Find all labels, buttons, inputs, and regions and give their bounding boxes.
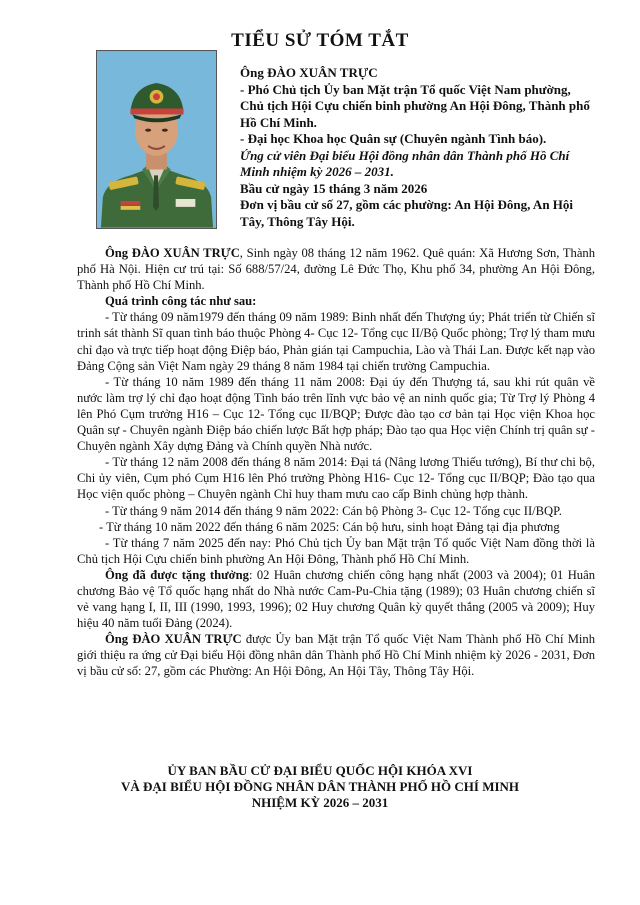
candidate-education: - Đại học Khoa học Quân sự (Chuyên ngành Tình báo). [240,131,547,146]
intro-name: Ông ĐÀO XUÂN TRỰC [105,246,240,260]
career-item: - Từ tháng 09 năm1979 đến tháng 09 năm 1989: Binh nhất đến Thượng úy; Phát triển từ Chiến sĩ trinh sát thành Sĩ quan tình báo thuộc Phòng 4- Cục 12- Tổng cục II/Bộ Quốc phòng; Trợ lý tham mưu chỉ đạo và trực tiếp hoạt động Điệp báo, Phản gián tại Campuchia, Lào và Thái Lan. Được kết nạp vào Đảng Cộng sản Việt Nam ngày 29 tháng 8 năm 1984 tại chiến trường Campuchia. [77,310,595,373]
nomination-text: được Ủy ban Mặt trận Tổ quốc Việt Nam Thành phố Hồ Chí Minh giới thiệu ra ứng cử Đại biểu Hội đồng nhân dân Thành phố Hồ Chí Minh nhiệm kỳ 2026 - 2031, Đơn vị bầu cử số: 27, gồm các Phường: An Hội Đông, An Hội Tây, Thông Tây Hội. [77,632,595,679]
footer-line: NHIỆM KỲ 2026 – 2031 [251,795,389,810]
footer-line: ỦY BAN BẦU CỬ ĐẠI BIỂU QUỐC HỘI KHÓA XVI [167,763,473,778]
portrait-photo [96,50,217,229]
awards-label: Ông đã được tặng thưởng [105,567,249,582]
candidate-position: - Phó Chủ tịch Ủy ban Mặt trận Tổ quốc Việt Nam phường, Chủ tịch Hội Cựu chiến binh phường An Hội Đông, Thành phố Hồ Chí Minh. [240,81,590,130]
career-item: - Từ tháng 10 năm 1989 đến tháng 11 năm 2008: Đại úy đến Thượng tá, sau khi rút quân về nước làm trợ lý chỉ đạo hoạt động Tình báo trên lĩnh vực bảo vệ an ninh quốc gia; Từ Trợ lý Phòng 4 lên Phó Cụm trưởng H16 – Cục 12- Tổng cục II/BQP; Được đào tạo cơ bản tại Học viện Khoa học Quân sự - Chuyên ngành Điệp báo chiến lược Bất hợp pháp; Đào tạo qua Học viện Chính trị quân sự - Chuyên ngành Xây dựng Đảng và Chính quyền Nhà nước. [77,374,595,454]
intro-paragraph [77,245,595,293]
career-item: - Từ tháng 7 năm 2025 đến nay: Phó Chủ tịch Ủy ban Mặt trận Tổ quốc Việt Nam đồng thời là Chủ tịch Hội Cựu chiến binh phường An Hội Đông, Thành phố Hồ Chí Minh. [77,535,595,566]
awards-paragraph [77,567,595,631]
candidate-header [240,65,590,230]
portrait-illustration [97,51,216,228]
career-item: - Từ tháng 10 năm 2022 đến tháng 6 năm 2025: Cán bộ hưu, sinh hoạt Đảng tại địa phương [99,519,560,534]
career-heading: Quá trình công tác như sau: [105,294,257,309]
constituency: Đơn vị bầu cử số 27, gồm các phường: An Hội Đông, An Hội Tây, Thông Tây Hội. [240,197,574,229]
intro-text: , Sinh ngày 08 tháng 12 năm 1962. Quê quán: Xã Hương Sơn, Thành phố Hà Nội. Hiện cư trú tại: Số 688/57/24, đường Lê Đức Thọ, Khu phố 34, phường An Hội Đông, Thành phố Hồ Chí Minh. [77,246,595,293]
career-item: - Từ tháng 9 năm 2014 đến tháng 9 năm 2022: Cán bộ Phòng 3- Cục 12- Tổng cục II/BQP. [105,503,562,518]
nomination-paragraph [77,631,595,679]
career-item: - Từ tháng 12 năm 2008 đến tháng 8 năm 2014: Đại tá (Nâng lương Thiếu tướng), Bí thư chi bộ, Chi ủy viên, Cụm phó Cụm H16 lên Phó trưởng Phòng H16- Cục 12- Tổng cục II/BQP; Đào tạo qua Học viện quốc phòng – Chuyên ngành Chỉ huy tham mưu cao cấp Binh chủng hợp thành. [77,455,595,502]
awards-text: : 02 Huân chương chiến công hạng nhất (2003 và 2004); 01 Huân chương Bảo vệ Tổ quốc hạng nhất do Nhà nước Cam-Pu-Chia tặng (1989); 03 Huân chương chiến sĩ vẻ vang hạng I, II, III (1990, 1993, 1996); 02 Huy chương Quân kỳ quyết thắng (2005 và 2009); Huy hiệu 40 năm tuổi Đảng (2024). [77,567,595,631]
biography-body [77,245,595,680]
candidacy-line: Ứng cử viên Đại biểu Hội đồng nhân dân Thành phố Hồ Chí Minh nhiệm kỳ 2026 – 2031. [240,147,570,179]
issuing-authority [0,763,640,811]
footer-line: VÀ ĐẠI BIỂU HỘI ĐỒNG NHÂN DÂN THÀNH PHỐ HỒ CHÍ MINH [120,779,520,794]
election-date: Bầu cử ngày 15 tháng 3 năm 2026 [240,180,428,196]
page-title: TIỂU SỬ TÓM TẮT [231,30,409,51]
nomination-name: Ông ĐÀO XUÂN TRỰC [105,632,242,647]
candidate-name: Ông ĐÀO XUÂN TRỰC [240,65,378,80]
